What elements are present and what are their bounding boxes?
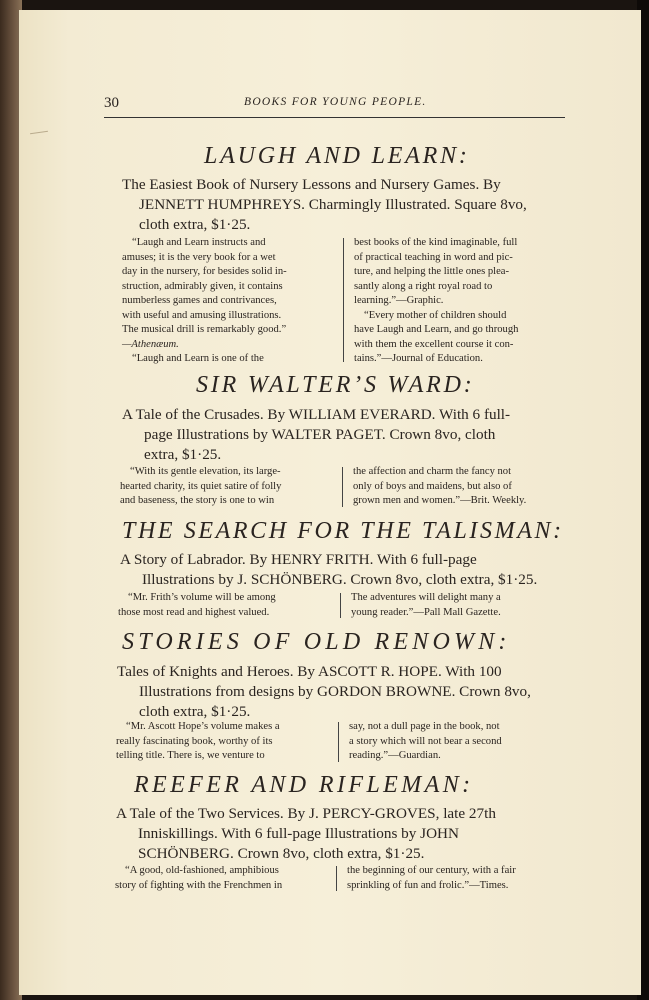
review-line: —Athenæum. [122, 338, 179, 350]
description-line: Illustrations from designs by GORDON BROWNE. Crown 8vo, [139, 683, 531, 700]
running-header [104, 95, 564, 117]
description-line: Inniskillings. With 6 full-page Illustrations by JOHN [138, 825, 459, 842]
book-description [116, 804, 496, 864]
review-line: “Mr. Frith’s volume will be among [128, 592, 276, 603]
header-rule [104, 117, 565, 118]
review-line: hearted charity, its quiet satire of folly [120, 480, 282, 492]
review-line: “With its gentle elevation, its large- [130, 466, 281, 477]
review-column-left [120, 465, 281, 509]
book-title: STORIES OF OLD RENOWN: [122, 629, 511, 655]
review-column-left [122, 236, 287, 367]
review-line: story of fighting with the Frenchmen in [115, 879, 283, 891]
review-line: The adventures will delight many a [351, 592, 501, 603]
review-line: with them the excellent course it con- [354, 338, 514, 350]
review-line: numberless games and contrivances, [122, 295, 277, 306]
review-column-left [118, 591, 276, 620]
column-divider [338, 722, 339, 762]
review-line: really fascinating book, worthy of its [116, 735, 273, 747]
review-line: the affection and charm the fancy not [353, 466, 512, 477]
review-line: sprinkling of fun and frolic.”—Times. [347, 879, 509, 891]
review-line: say, not a dull page in the book, not [349, 721, 500, 732]
review-column-right [354, 236, 518, 367]
review-line: and baseness, the story is one to win [120, 495, 275, 506]
review-line: have Laugh and Learn, and go through [354, 324, 519, 335]
review-line: amuses; it is the very book for a wet [122, 251, 276, 263]
description-line: A Tale of the Crusades. By WILLIAM EVERARD. With 6 full- [122, 406, 511, 423]
review-line: with useful and amusing illustrations. [122, 309, 282, 321]
review-column-right [353, 465, 526, 509]
review-line: day in the nursery, for besides solid in- [122, 266, 287, 277]
description-line: cloth extra, $1·25. [139, 216, 251, 233]
description-line: The Easiest Book of Nursery Lessons and Nursery Games. By [122, 176, 501, 193]
review-line: “Laugh and Learn instructs and [132, 237, 266, 248]
description-line: extra, $1·25. [144, 446, 222, 463]
review-line: “Every mother of children should [364, 309, 507, 321]
description-line: page Illustrations by WALTER PAGET. Crown 8vo, cloth [144, 426, 496, 443]
review-line: santly along a right royal road to [354, 280, 493, 292]
review-line: grown men and women.”—Brit. Weekly. [353, 495, 527, 506]
review-line: young reader.”—Pall Mall Gazette. [351, 606, 501, 618]
book-title: REEFER AND RIFLEMAN: [134, 772, 474, 798]
description-line: SCHÖNBERG. Crown 8vo, cloth extra, $1·25. [138, 845, 425, 862]
review-line: “Laugh and Learn is one of the [132, 353, 264, 364]
review-line: telling title. There is, we venture to [116, 750, 265, 761]
description-line: cloth extra, $1·25. [139, 703, 251, 720]
review-column-left [116, 720, 280, 764]
review-line: struction, admirably given, it contains [122, 280, 283, 292]
description-line: Illustrations by J. SCHÖNBERG. Crown 8vo, cloth extra, $1·25. [142, 571, 538, 588]
description-line: A Story of Labrador. By HENRY FRITH. With 6 full-page [120, 551, 477, 568]
review-line: the beginning of our century, with a fair [347, 865, 516, 876]
book-description [120, 550, 537, 590]
column-divider [336, 866, 337, 891]
book-title: LAUGH AND LEARN: [204, 143, 470, 169]
review-line: tains.”—Journal of Education. [354, 353, 483, 364]
page-number: 30 [104, 95, 119, 111]
review-column-left [115, 864, 282, 893]
column-divider [343, 238, 344, 362]
review-column-right [347, 864, 516, 893]
review-line: those most read and highest valued. [118, 606, 270, 618]
review-line: only of boys and maidens, but also of [353, 480, 512, 492]
book-title: SIR WALTER’S WARD: [196, 372, 475, 398]
column-divider [340, 593, 341, 618]
review-column-right [351, 591, 501, 620]
description-line: Tales of Knights and Heroes. By ASCOTT R. HOPE. With 100 [117, 663, 502, 680]
review-line: The musical drill is remarkably good.” [122, 324, 287, 335]
running-head-title: BOOKS FOR YOUNG PEOPLE. [244, 96, 427, 108]
review-line: best books of the kind imaginable, full [354, 237, 518, 248]
book-description [122, 405, 510, 465]
review-line: a story which will not bear a second [349, 735, 502, 747]
review-line: reading.”—Guardian. [349, 750, 441, 761]
column-divider [342, 467, 343, 507]
review-line: ture, and helping the little ones plea- [354, 266, 510, 277]
review-column-right [349, 720, 502, 764]
review-line: learning.”—Graphic. [354, 295, 444, 306]
book-description [122, 175, 527, 235]
book-title: THE SEARCH FOR THE TALISMAN: [122, 518, 564, 544]
book-description [117, 662, 531, 722]
description-line: A Tale of the Two Services. By J. PERCY-GROVES, late 27th [116, 805, 496, 822]
review-line: “Mr. Ascott Hope’s volume makes a [126, 721, 280, 732]
review-line: of practical teaching in word and pic- [354, 251, 513, 263]
review-line: “A good, old-fashioned, amphibious [125, 865, 279, 876]
description-line: JENNETT HUMPHREYS. Charmingly Illustrated. Square 8vo, [139, 196, 527, 213]
